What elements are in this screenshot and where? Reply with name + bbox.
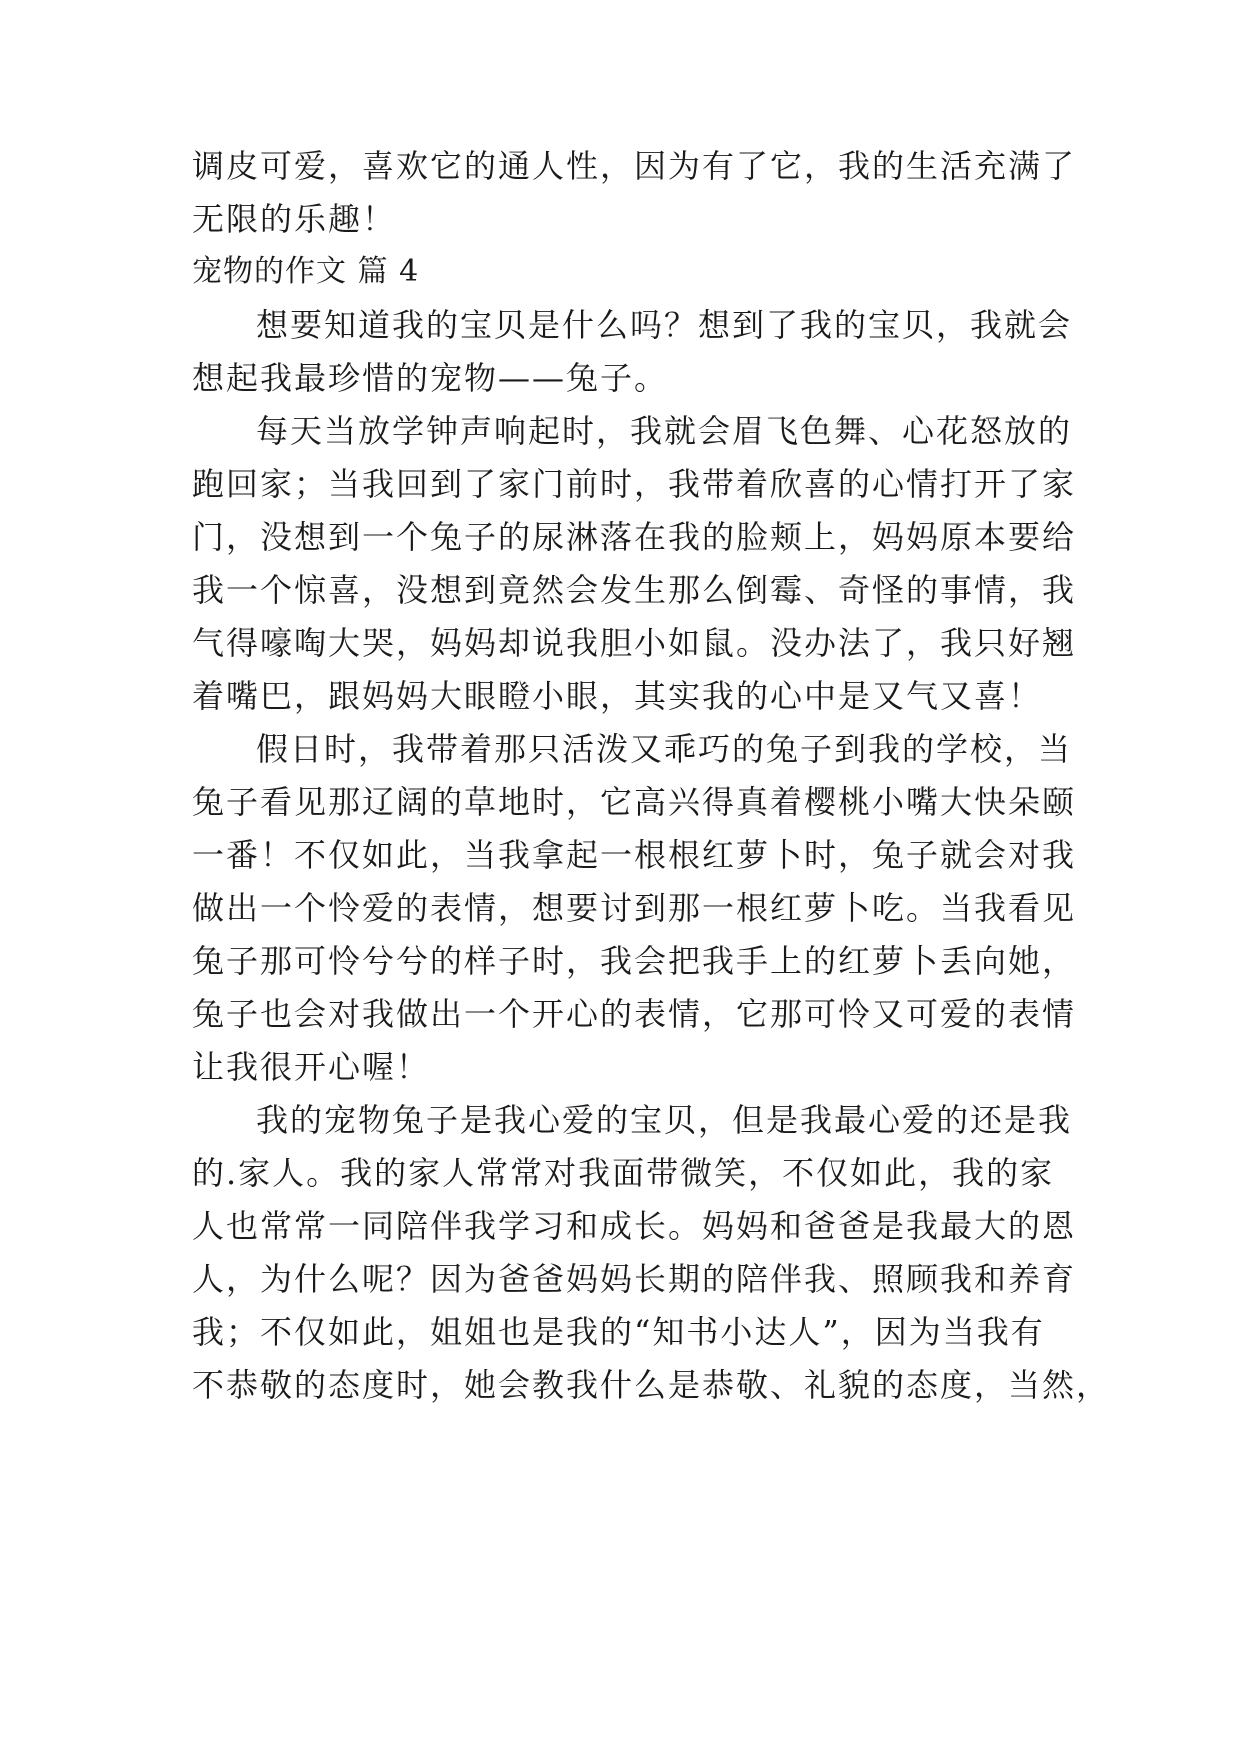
text-line: 人也常常一同陪伴我学习和成长。妈妈和爸爸是我最大的恩 [192, 1207, 1077, 1245]
paragraph-first-line: 假日时，我带着那只活泼又乖巧的兔子到我的学校，当 [256, 730, 1073, 768]
text-line: 着嘴巴，跟妈妈大眼瞪小眼，其实我的心中是又气又喜！ [192, 677, 1043, 715]
text-line: 门，没想到一个兔子的尿淋落在我的脸颊上，妈妈原本要给 [192, 518, 1077, 556]
paragraph-first-line: 我的宠物兔子是我心爱的宝贝，但是我最心爱的还是我 [256, 1101, 1073, 1139]
section-heading: 宠物的作文 篇 4 [192, 254, 420, 289]
text-line: 一番！不仅如此，当我拿起一根根红萝卜时，兔子就会对我 [192, 836, 1077, 874]
text-line: 想起我最珍惜的宠物——兔子。 [192, 359, 669, 397]
text-line: 调皮可爱，喜欢它的通人性，因为有了它，我的生活充满了 [192, 147, 1077, 185]
text-line: 无限的乐趣！ [192, 200, 397, 238]
text-line: 的.家人。我的家人常常对我面带微笑，不仅如此，我的家 [192, 1154, 1055, 1192]
text-line: 我一个惊喜，没想到竟然会发生那么倒霉、奇怪的事情，我 [192, 571, 1077, 609]
text-line: 气得嚎啕大哭，妈妈却说我胆小如鼠。没办法了，我只好翘 [192, 624, 1077, 662]
paragraph-first-line: 每天当放学钟声响起时，我就会眉飞色舞、心花怒放的 [256, 412, 1073, 450]
text-line: 让我很开心喔！ [192, 1048, 431, 1086]
text-line: 兔子也会对我做出一个开心的表情，它那可怜又可爱的表情 [192, 995, 1077, 1033]
text-line: 做出一个怜爱的表情，想要讨到那一根红萝卜吃。当我看见 [192, 889, 1077, 927]
text-line: 我；不仅如此，姐姐也是我的“知书小达人”，因为当我有 [192, 1313, 1045, 1351]
paragraph-first-line: 想要知道我的宝贝是什么吗？想到了我的宝贝，我就会 [256, 306, 1073, 344]
text-line: 兔子看见那辽阔的草地时，它高兴得真着樱桃小嘴大快朵颐 [192, 783, 1077, 821]
text-line: 人，为什么呢？因为爸爸妈妈长期的陪伴我、照顾我和养育 [192, 1260, 1077, 1298]
text-line: 跑回家；当我回到了家门前时，我带着欣喜的心情打开了家 [192, 465, 1077, 503]
text-line: 不恭敬的态度时，她会教我什么是恭敬、礼貌的态度，当然， [192, 1366, 1111, 1404]
text-line: 兔子那可怜兮兮的样子时，我会把我手上的红萝卜丢向她， [192, 942, 1077, 980]
